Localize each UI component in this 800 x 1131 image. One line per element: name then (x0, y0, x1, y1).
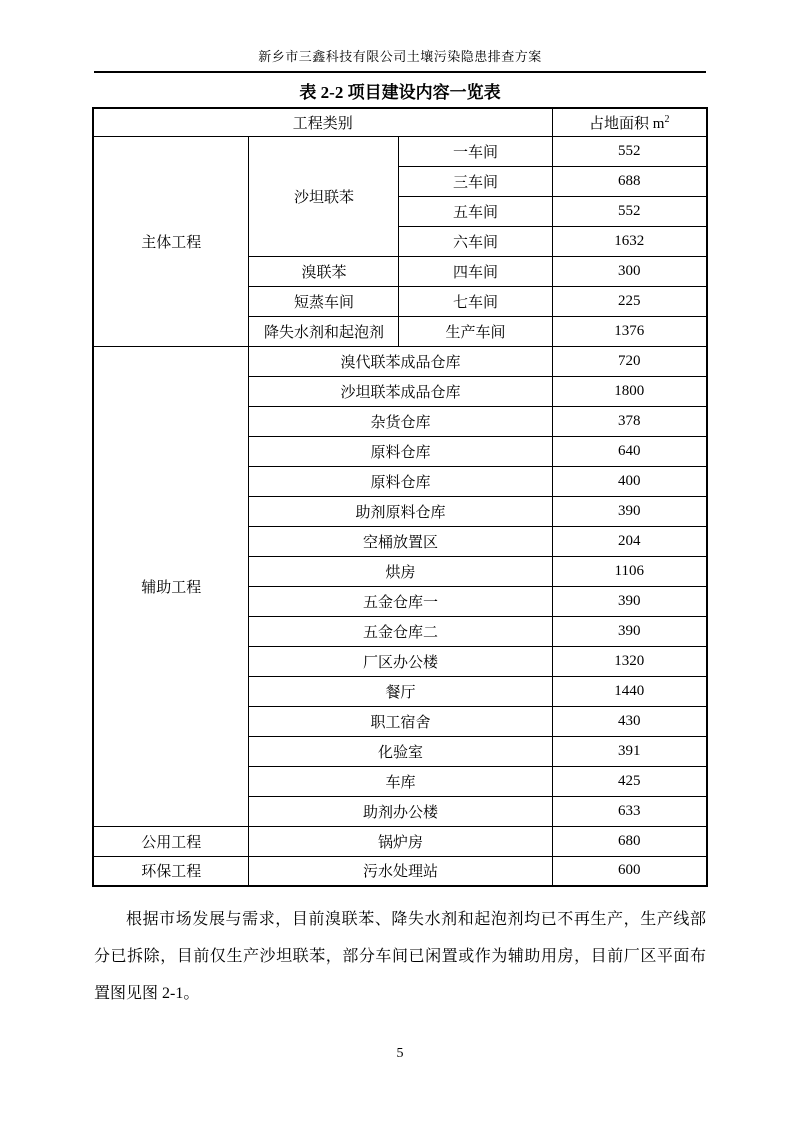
body-paragraph (94, 901, 706, 1012)
cell-facility: 锅炉房 (249, 826, 552, 856)
cell-subcategory: 沙坦联苯 (249, 136, 399, 256)
paragraph-line: 置图见图 2-1。 (94, 985, 200, 1002)
cell-facility: 餐厅 (249, 676, 552, 706)
column-header-area: 占地面积 $m^2$ (552, 108, 707, 136)
cell-workshop: 三车间 (399, 166, 552, 196)
cell-facility: 烘房 (249, 556, 552, 586)
page-header (94, 0, 706, 73)
cell-area: 425 (552, 766, 707, 796)
cell-area: 720 (552, 346, 707, 376)
cell-area: 1106 (552, 556, 707, 586)
cell-facility: 五金仓库一 (249, 586, 552, 616)
cell-area: 1440 (552, 676, 707, 706)
cell-area: 391 (552, 736, 707, 766)
cell-area: 600 (552, 856, 707, 886)
cell-area: 688 (552, 166, 707, 196)
cell-workshop: 六车间 (399, 226, 552, 256)
cell-subcategory: 溴联苯 (249, 256, 399, 286)
cell-facility: 空桶放置区 (249, 526, 552, 556)
cell-facility: 污水处理站 (249, 856, 552, 886)
cell-workshop: 五车间 (399, 196, 552, 226)
table-header-row (93, 108, 707, 136)
table-row (93, 136, 707, 166)
cell-facility: 职工宿舍 (249, 706, 552, 736)
cell-facility: 化验室 (249, 736, 552, 766)
cell-facility: 厂区办公楼 (249, 646, 552, 676)
cell-facility: 助剂原料仓库 (249, 496, 552, 526)
cell-facility: 原料仓库 (249, 436, 552, 466)
cell-area: 680 (552, 826, 707, 856)
cell-area: 390 (552, 616, 707, 646)
cell-area: 552 (552, 196, 707, 226)
cell-area: 204 (552, 526, 707, 556)
cell-area: 390 (552, 586, 707, 616)
cell-area: 640 (552, 436, 707, 466)
cell-area: 1800 (552, 376, 707, 406)
cell-area: 430 (552, 706, 707, 736)
cell-subcategory: 降失水剂和起泡剂 (249, 316, 399, 346)
cell-workshop: 生产车间 (399, 316, 552, 346)
page-header-text: 新乡市三鑫科技有限公司土壤污染隐患排查方案 (258, 49, 542, 64)
table-row (93, 346, 707, 376)
table-row (93, 856, 707, 886)
cell-area: 1320 (552, 646, 707, 676)
cell-category: 辅助工程 (93, 346, 249, 826)
cell-area: 633 (552, 796, 707, 826)
cell-area: 378 (552, 406, 707, 436)
paragraph-line: 分已拆除，目前仅生产沙坦联苯，部分车间已闲置或作为辅助用房，目前厂区平面布 (94, 948, 706, 965)
cell-facility: 杂货仓库 (249, 406, 552, 436)
cell-workshop: 一车间 (399, 136, 552, 166)
cell-area: 1376 (552, 316, 707, 346)
table-title: 表 2-2 项目建设内容一览表 (299, 83, 501, 102)
column-header-category: 工程类别 (93, 108, 552, 136)
cell-subcategory: 短蒸车间 (249, 286, 399, 316)
cell-facility: 原料仓库 (249, 466, 552, 496)
page-number: 5 (396, 1046, 404, 1061)
cell-category: 主体工程 (93, 136, 249, 346)
cell-area: 225 (552, 286, 707, 316)
cell-facility: 车库 (249, 766, 552, 796)
cell-category: 环保工程 (93, 856, 249, 886)
cell-area: 400 (552, 466, 707, 496)
cell-area: 300 (552, 256, 707, 286)
cell-facility: 溴代联苯成品仓库 (249, 346, 552, 376)
cell-workshop: 七车间 (399, 286, 552, 316)
paragraph-line: 根据市场发展与需求，目前溴联苯、降失水剂和起泡剂均已不再生产，生产线部 (126, 911, 706, 928)
cell-workshop: 四车间 (399, 256, 552, 286)
cell-category: 公用工程 (93, 826, 249, 856)
cell-area: 552 (552, 136, 707, 166)
cell-facility: 五金仓库二 (249, 616, 552, 646)
cell-facility: 沙坦联苯成品仓库 (249, 376, 552, 406)
cell-area: 390 (552, 496, 707, 526)
project-construction-table (92, 107, 708, 887)
area-unit-superscript: 2 (664, 113, 670, 125)
table-row (93, 826, 707, 856)
cell-facility: 助剂办公楼 (249, 796, 552, 826)
cell-area: 1632 (552, 226, 707, 256)
